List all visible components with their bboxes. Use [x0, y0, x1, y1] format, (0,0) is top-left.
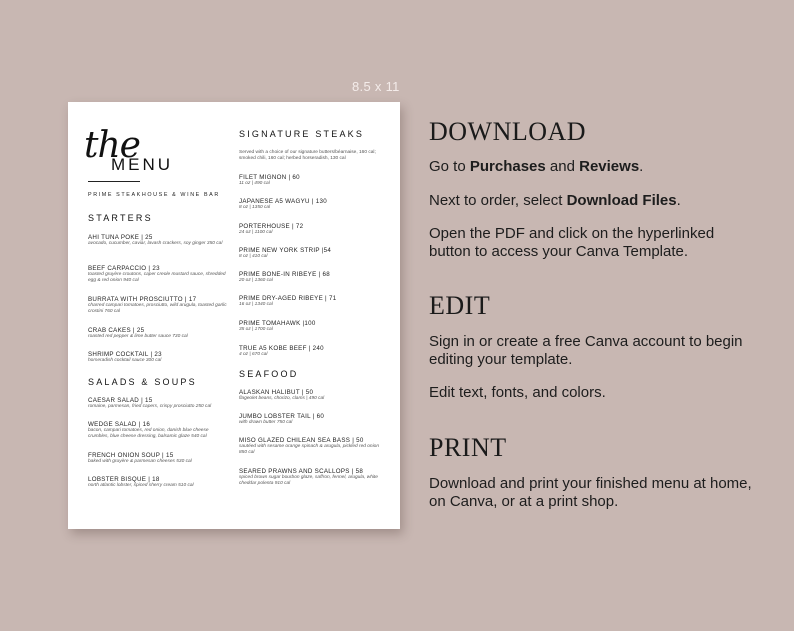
menu-item — [88, 265, 228, 284]
item-description: spiced brown sugar bourbon glaze, saffron, fennel, arugula, white cheddar polenta 910 cal — [239, 475, 378, 487]
menu-item — [88, 421, 228, 440]
section-title-starters: STARTERS — [88, 213, 153, 223]
menu-item — [88, 296, 228, 315]
print-step-1: Download and print your finished menu at home, on Canva, or at a print shop. — [429, 475, 752, 510]
item-description: baked with gruyère & parmesan cheeses 530 cal — [88, 459, 192, 464]
item-description: 24 oz | 1100 cal — [239, 230, 273, 235]
print-heading: PRINT — [429, 433, 507, 462]
download-step-1 — [429, 158, 759, 176]
menu-logo-script: the — [84, 125, 140, 166]
item-description: bacon, campari tomatoes, red onion, danish blue cheese crumbles, blue cheese dressing, balsamic glaze 540 cal — [88, 428, 209, 440]
item-description: toasted gruyère croutons, caper creole mustard sauce, shredded egg & red onion 940 cal — [88, 272, 226, 284]
download-step-1-text: Go to — [429, 158, 470, 175]
item-name: JAPANESE A5 WAGYU | 130 — [239, 198, 327, 205]
menu-item — [239, 468, 379, 487]
download-step-3: Open the PDF and click on the hyperlinked button to access your Canva Template. — [429, 225, 715, 260]
menu-item — [88, 397, 228, 410]
section-title-seafood: SEAFOOD — [239, 369, 299, 379]
menu-item — [239, 345, 379, 358]
item-name: CAESAR SALAD | 15 — [88, 397, 153, 404]
item-name: AHI TUNA POKE | 25 — [88, 234, 153, 241]
menu-item — [88, 452, 228, 465]
logo-divider — [88, 181, 140, 182]
item-name: ALASKAN HALIBUT | 50 — [239, 389, 314, 396]
item-description: 11 oz | 490 cal — [239, 181, 270, 186]
edit-step-2: Edit text, fonts, and colors. — [429, 384, 606, 401]
reviews-emphasis: Reviews — [579, 158, 640, 175]
item-name: PORTERHOUSE | 72 — [239, 223, 304, 230]
download-step-2-text: Next to order, select — [429, 192, 567, 209]
item-description: 20 oz | 1360 cal — [239, 278, 273, 283]
item-description: 8 oz | 1350 cal — [239, 205, 271, 210]
item-description: sautéed with sesame orange spinach & arugula, pickled red onion 850 cal — [239, 444, 379, 456]
item-name: FILET MIGNON | 60 — [239, 174, 300, 181]
item-name: JUMBO LOBSTER TAIL | 60 — [239, 413, 325, 420]
restaurant-subtitle: PRIME STEAKHOUSE & WINE BAR — [88, 192, 220, 198]
item-description: 8 oz | 410 cal — [239, 254, 268, 259]
menu-item — [239, 174, 379, 187]
item-name: PRIME TOMAHAWK |100 — [239, 320, 316, 327]
download-step-2-period: . — [676, 192, 681, 209]
item-name: TRUE A5 KOBE BEEF | 240 — [239, 345, 324, 352]
item-description: 35 oz | 1700 cal — [239, 327, 273, 332]
item-description: charred campari tomatoes, prosciutto, wild arugula, toasted garlic crostini 760 cal — [88, 303, 227, 315]
item-name: WEDGE SALAD | 16 — [88, 421, 151, 428]
menu-item — [239, 413, 379, 426]
item-description: north atlantic lobster, spiced sherry cream 510 cal — [88, 483, 194, 488]
steaks-intro: Served with a choice of our signature butters/béarnaise, 160 cal; smoked chili, 160 cal; herbed horseradish, 130 cal — [239, 150, 376, 162]
menu-item — [88, 234, 228, 247]
item-description: with drawn butter 750 cal — [239, 420, 293, 425]
menu-item — [239, 320, 379, 333]
item-name: CRAB CAKES | 25 — [88, 327, 145, 334]
menu-item — [239, 198, 379, 211]
item-name: BEEF CARPACCIO | 23 — [88, 265, 160, 272]
menu-item — [239, 271, 379, 284]
menu-item — [239, 223, 379, 236]
menu-logo-title: MENU — [111, 155, 174, 174]
section-title-signature-steaks: SIGNATURE STEAKS — [239, 129, 365, 139]
item-name: SHRIMP COCKTAIL | 23 — [88, 351, 162, 358]
item-description: avocado, cucumber, caviar, lavash crackers, soy ginger 350 cal — [88, 241, 223, 246]
item-description: 16 oz | 1340 cal — [239, 302, 273, 307]
item-name: FRENCH ONION SOUP | 15 — [88, 452, 174, 459]
item-description: roasted red pepper & lime butter sauce 730 cal — [88, 334, 188, 339]
item-name: PRIME BONE-IN RIBEYE | 68 — [239, 271, 330, 278]
download-files-emphasis: Download Files — [566, 192, 677, 209]
menu-item — [88, 351, 228, 364]
download-step-1-period: . — [639, 158, 644, 175]
item-name: MISO GLAZED CHILEAN SEA BASS | 50 — [239, 437, 364, 444]
item-name: LOBSTER BISQUE | 18 — [88, 476, 160, 483]
item-name: PRIME NEW YORK STRIP |54 — [239, 247, 332, 254]
item-name: SEARED PRAWNS AND SCALLOPS | 58 — [239, 468, 364, 475]
edit-heading: EDIT — [429, 291, 491, 320]
download-step-1-and: and — [545, 158, 580, 175]
section-title-salads-soups: SALADS & SOUPS — [88, 377, 197, 387]
purchases-emphasis: Purchases — [469, 158, 546, 175]
item-name: BURRATA WITH PROSCIUTTO | 17 — [88, 296, 197, 303]
menu-item — [239, 437, 379, 456]
menu-preview — [68, 102, 400, 529]
item-description: 4 oz | 670 cal — [239, 352, 268, 357]
menu-item — [88, 476, 228, 489]
menu-item — [88, 327, 228, 340]
item-name: PRIME DRY-AGED RIBEYE | 71 — [239, 295, 337, 302]
download-heading: DOWNLOAD — [429, 117, 587, 146]
menu-item — [239, 295, 379, 308]
item-description: flageolet beans, chorizo, clams | 490 cal — [239, 396, 325, 401]
item-description: horseradish cocktail sauce 300 cal — [88, 358, 162, 363]
menu-item — [239, 247, 379, 260]
paper-size-label: 8.5 x 11 — [352, 79, 400, 94]
menu-item — [239, 389, 379, 402]
edit-step-1: Sign in or create a free Canva account to begin editing your template. — [429, 333, 743, 368]
download-step-2 — [429, 192, 759, 210]
item-description: romaine, parmesan, fried capers, crispy prosciutto 250 cal — [88, 404, 212, 409]
